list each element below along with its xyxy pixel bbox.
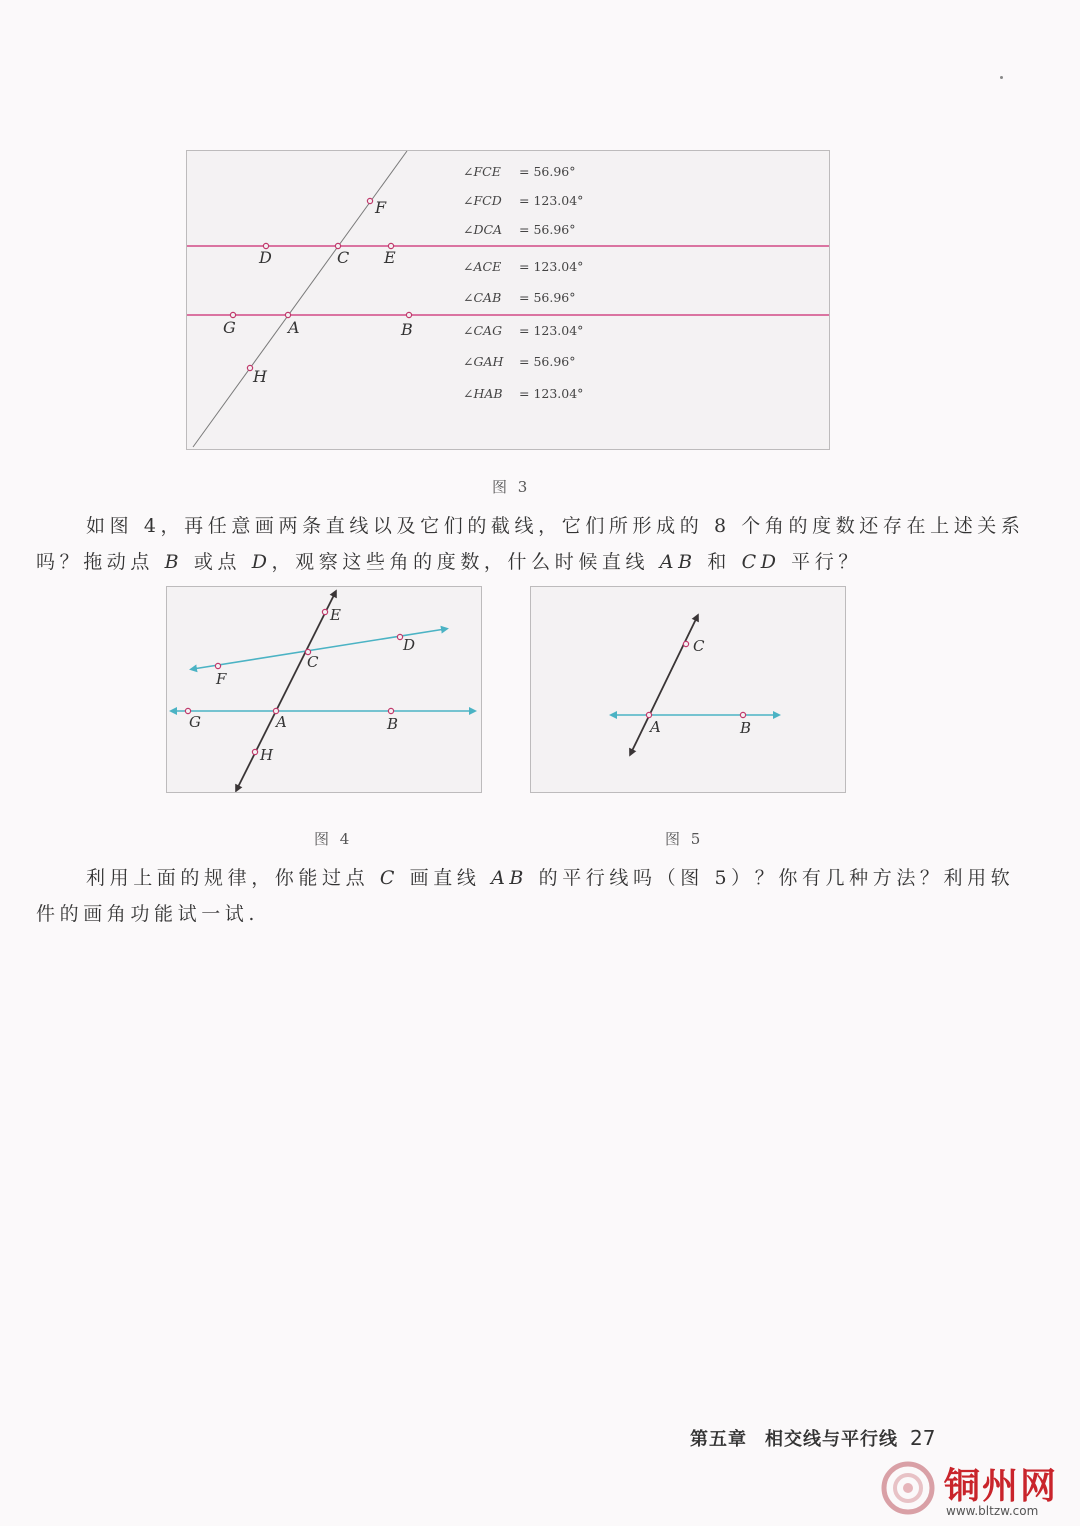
var-b: B <box>164 551 184 573</box>
measurement-value: = 56.96° <box>519 222 576 237</box>
figure-5-diagram <box>531 587 845 792</box>
label-g: G <box>223 318 236 337</box>
measurement-angle: ∠CAB <box>463 290 502 305</box>
paragraph-text: 画直线 <box>398 867 492 889</box>
label-e: E <box>330 606 341 624</box>
label-c: C <box>693 637 705 655</box>
measurement-angle: ∠FCE <box>463 164 501 179</box>
page-number: 27 <box>910 1426 936 1450</box>
point-g[interactable] <box>230 312 235 317</box>
svg-text:∠CAB= 56.96° <box>463 290 575 305</box>
transversal-line <box>193 151 407 447</box>
paragraph-text: 和 <box>696 551 742 573</box>
point-b[interactable] <box>406 312 411 317</box>
point-h[interactable] <box>247 365 252 370</box>
label-a: A <box>288 318 300 337</box>
label-g: G <box>189 713 201 731</box>
paragraph-1 <box>36 508 1036 580</box>
svg-text:∠HAB= 123.04° <box>463 386 583 401</box>
measurement-value: = 56.96° <box>519 290 576 305</box>
measurement-value: = 56.96° <box>519 164 576 179</box>
svg-text:∠FCE= 56.96° <box>463 164 575 179</box>
point-b[interactable] <box>740 712 745 717</box>
measurement-angle: ∠GAH <box>463 354 504 369</box>
svg-text:∠GAH= 56.96° <box>463 354 575 369</box>
measurement-angle: ∠DCA <box>463 222 503 237</box>
page-footer <box>690 1425 935 1451</box>
measurement-angle: ∠FCD <box>463 193 502 208</box>
label-b: B <box>387 715 399 733</box>
measurement-angle: ∠ACE <box>463 259 502 274</box>
measurement-value: = 123.04° <box>519 193 584 208</box>
chapter-label: 第五章 <box>690 1429 747 1450</box>
transversal-line <box>237 593 335 789</box>
paragraph-text: 平行？ <box>780 551 862 573</box>
measurement-value: = 123.04° <box>519 323 584 338</box>
label-b: B <box>740 719 752 737</box>
point-f[interactable] <box>215 663 220 668</box>
paragraph-text: ，观察这些角的度数，什么时候直线 <box>271 551 660 573</box>
figure-5-caption: 图 5 <box>665 830 704 848</box>
paragraph-text: 利用上面的规律，你能过点 <box>86 867 380 889</box>
figure-3 <box>186 150 830 450</box>
svg-text:∠FCD= 123.04° <box>463 193 583 208</box>
point-c[interactable] <box>683 641 688 646</box>
point-h[interactable] <box>252 749 257 754</box>
svg-text:∠ACE= 123.04° <box>463 259 583 274</box>
measurement-angle: ∠CAG <box>463 323 503 338</box>
point-a[interactable] <box>646 712 651 717</box>
paragraph-text: 的平行线吗（图 5）？你有几种方法？利用软件的画角功能试一试. <box>36 867 1015 925</box>
paragraph-text: 如图 4，再任意画两条直线以及它们的截线，它们所形成的 8 个角的度数还存在上述关系吗？拖动点 <box>36 515 1025 573</box>
figure-5 <box>530 586 846 793</box>
label-d: D <box>403 636 416 654</box>
paragraph-2 <box>36 860 1036 932</box>
chapter-title: 相交线与平行线 <box>765 1429 898 1450</box>
label-a: A <box>276 713 287 731</box>
watermark-name: 铜州网 <box>944 1466 1059 1507</box>
var-ab: AB <box>659 551 697 573</box>
angle-measurements <box>463 164 583 401</box>
figure-3-caption: 图 3 <box>492 478 531 496</box>
transversal-line <box>631 617 697 753</box>
watermark <box>876 1458 1076 1522</box>
label-a: A <box>650 718 661 736</box>
svg-text:∠DCA= 56.96° <box>463 222 575 237</box>
label-e: E <box>384 248 396 267</box>
point-b[interactable] <box>388 708 393 713</box>
measurement-value: = 56.96° <box>519 354 576 369</box>
point-f[interactable] <box>367 198 372 203</box>
label-b: B <box>401 320 413 339</box>
var-cd: CD <box>741 551 781 573</box>
label-f: F <box>375 198 387 217</box>
var-c: C <box>379 867 399 889</box>
measurement-value: = 123.04° <box>519 386 584 401</box>
figure-4 <box>166 586 482 793</box>
label-c: C <box>307 653 319 671</box>
figure-4-caption: 图 4 <box>314 830 353 848</box>
speck <box>1000 76 1003 79</box>
figure-4-diagram <box>167 587 481 792</box>
point-a[interactable] <box>285 312 290 317</box>
var-ab: AB <box>491 867 528 889</box>
point-d[interactable] <box>397 634 402 639</box>
label-h: H <box>260 746 274 764</box>
svg-text:∠CAG= 123.04° <box>463 323 583 338</box>
point-e[interactable] <box>322 609 327 614</box>
label-h: H <box>253 367 267 386</box>
label-d: D <box>259 248 272 267</box>
paragraph-text: 或点 <box>183 551 252 573</box>
label-f: F <box>216 670 227 688</box>
watermark-url: www.bltzw.com <box>946 1504 1039 1518</box>
watermark-logo-icon <box>876 1458 940 1522</box>
measurement-angle: ∠HAB <box>463 386 503 401</box>
measurement-value: = 123.04° <box>519 259 584 274</box>
label-c: C <box>337 248 350 267</box>
var-d: D <box>251 551 272 573</box>
figure-3-diagram <box>187 151 829 449</box>
